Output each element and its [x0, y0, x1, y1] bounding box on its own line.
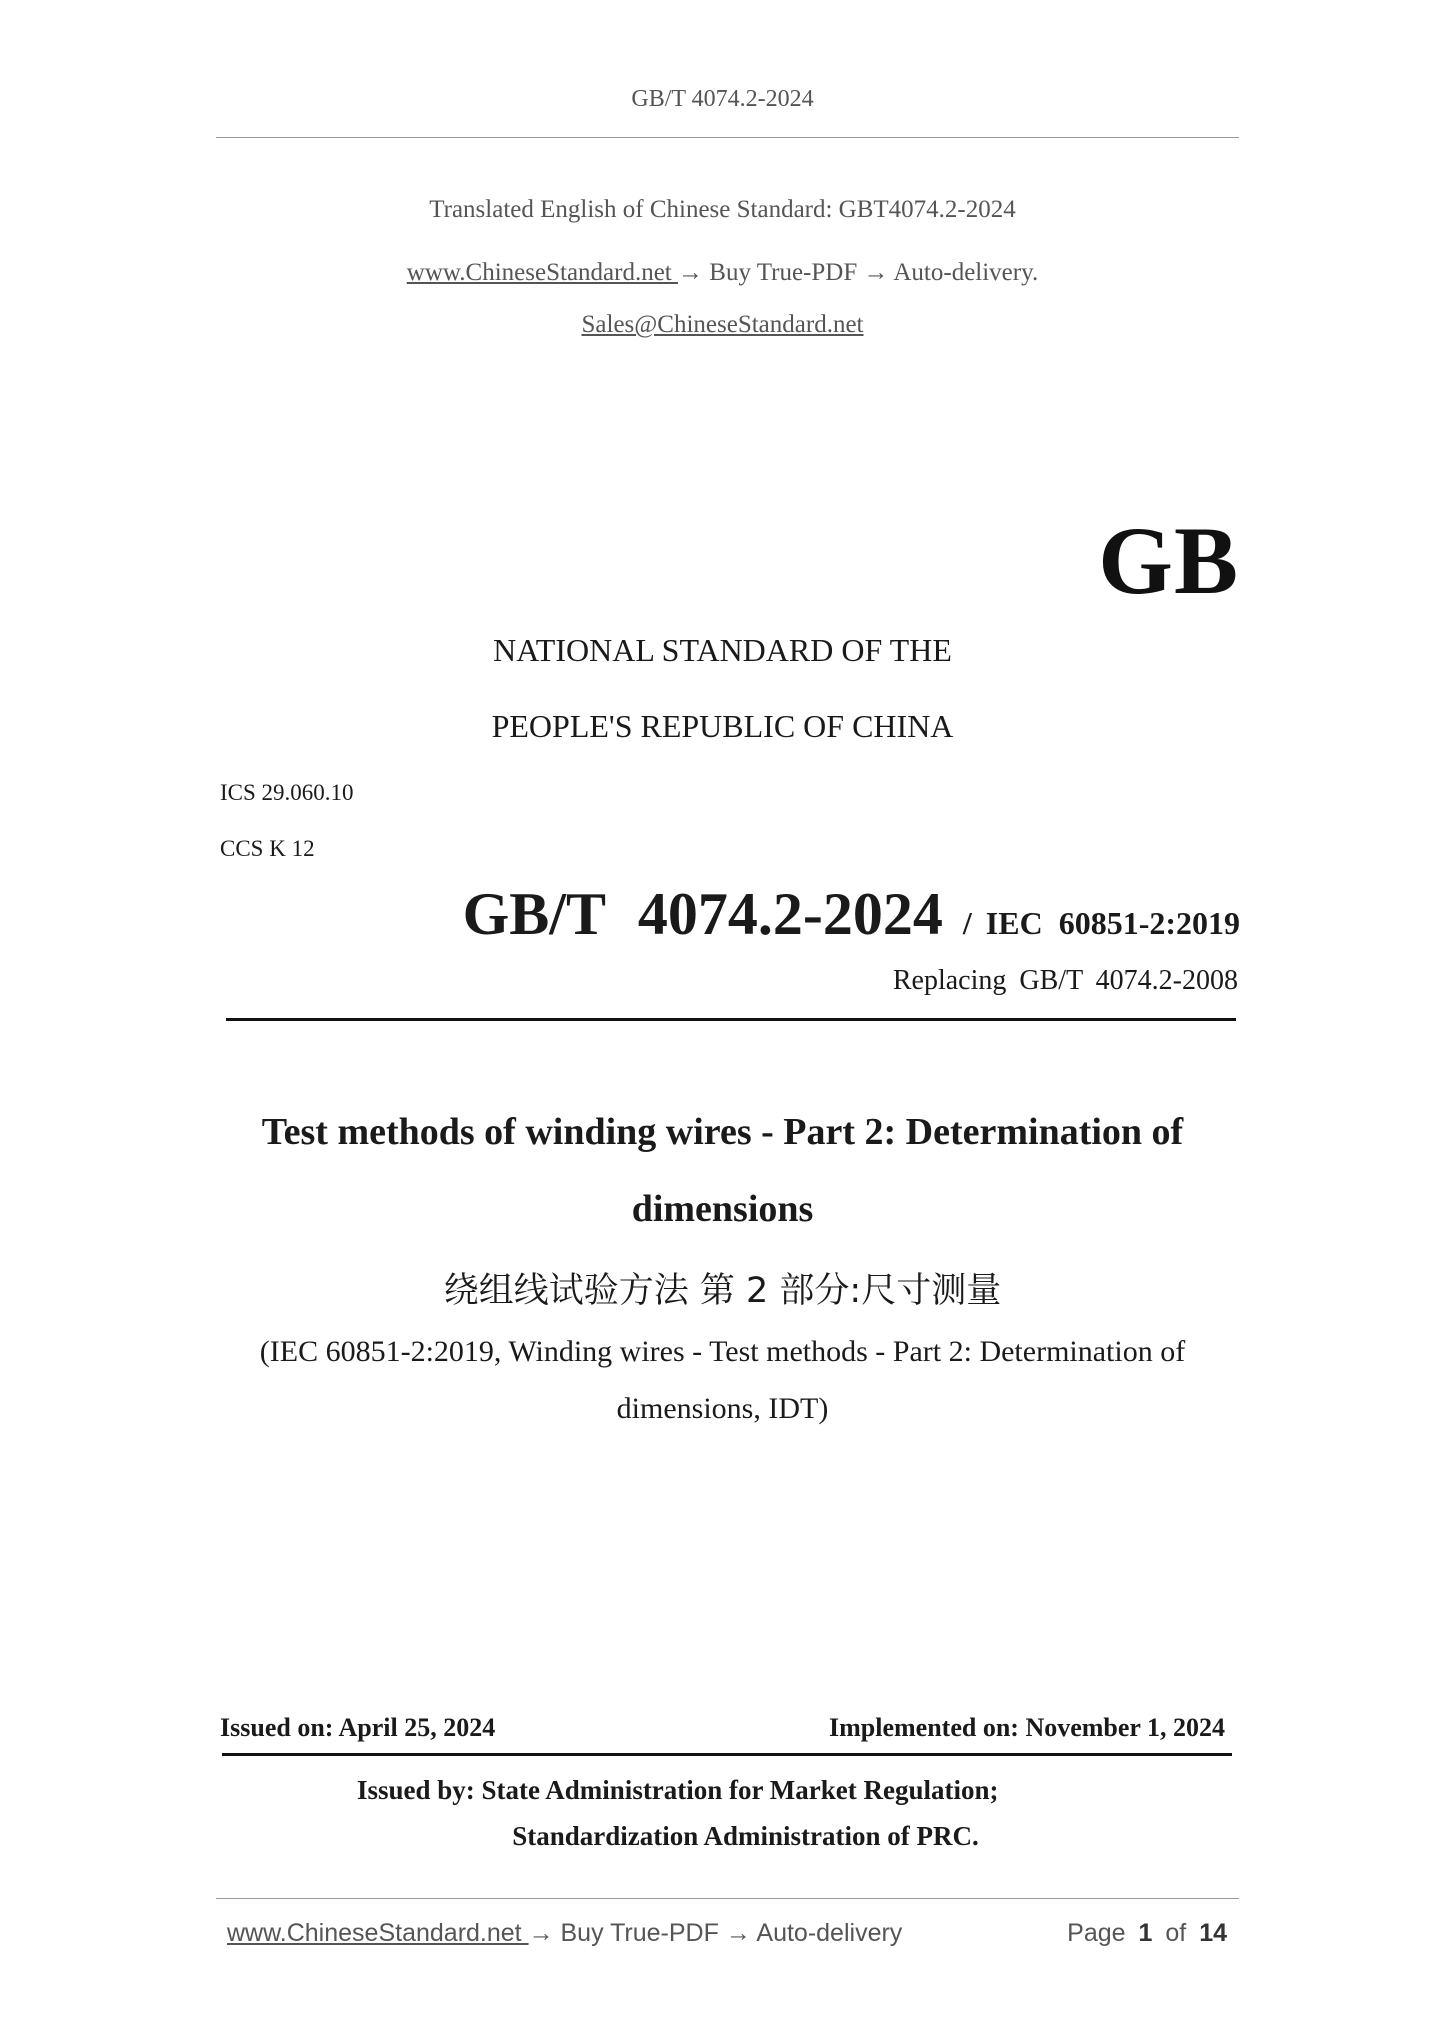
arrow-right-icon: →	[528, 1919, 554, 1947]
footer-links	[227, 1919, 902, 1948]
promo-links	[0, 259, 1445, 287]
page-indicator	[1067, 1919, 1227, 1948]
national-standard-line2: PEOPLE'S REPUBLIC OF CHINA	[491, 708, 954, 744]
replacing-note: Replacing GB/T 4074.2-2008	[892, 965, 1238, 996]
ccs-code: CCS K 12	[220, 836, 315, 861]
footer-buy-text: Buy True-PDF	[553, 1919, 726, 1947]
dates-divider	[222, 1753, 1232, 1756]
header-divider	[216, 137, 1239, 138]
iec-reference-line2: dimensions, IDT)	[616, 1392, 829, 1425]
title-english-line1: Test methods of winding wires - Part 2: Determination of	[261, 1111, 1184, 1153]
ics-code: ICS 29.060.10	[220, 780, 354, 805]
standard-number: GB/T 4074.2-2024	[462, 881, 943, 947]
arrow-right-icon: →	[863, 259, 889, 286]
cover-divider	[226, 1018, 1236, 1021]
standard-separator: /	[962, 905, 972, 941]
implemented-date: Implemented on: November 1, 2024	[829, 1713, 1225, 1742]
national-standard-line1: NATIONAL STANDARD OF THE	[493, 632, 952, 668]
arrow-right-icon: →	[678, 259, 704, 286]
iec-reference-line1: (IEC 60851-2:2019, Winding wires - Test methods - Part 2: Determination of	[259, 1335, 1186, 1368]
delivery-text: Auto-delivery.	[888, 259, 1039, 286]
arrow-right-icon: →	[725, 1919, 751, 1947]
running-header: GB/T 4074.2-2024	[631, 86, 814, 112]
site-link[interactable]: www.ChineseStandard.net	[406, 259, 679, 286]
buy-text: Buy True-PDF	[703, 259, 864, 286]
standard-number-row	[463, 880, 1240, 949]
page-total: 14	[1199, 1919, 1227, 1947]
gb-logo: GB	[1098, 507, 1239, 614]
title-english-line2: dimensions	[631, 1188, 814, 1230]
page-number: 1	[1138, 1919, 1153, 1947]
issuer-line2: Standardization Administration of PRC.	[512, 1821, 979, 1851]
page-label: Page	[1067, 1919, 1126, 1947]
promo-email-row	[0, 311, 1445, 339]
footer-delivery-text: Auto-delivery	[750, 1919, 903, 1947]
issued-date: Issued on: April 25, 2024	[220, 1713, 496, 1742]
issuer-line1: Issued by: State Administration for Market Regulation;	[357, 1775, 999, 1805]
promo-line: Translated English of Chinese Standard: GBT4074.2-2024	[429, 196, 1016, 223]
title-chinese: 绕组线试验方法 第 2 部分:尺寸测量	[443, 1271, 1002, 1311]
iec-number: IEC 60851-2:2019	[985, 905, 1240, 941]
footer-divider	[216, 1898, 1239, 1899]
footer-site-link[interactable]: www.ChineseStandard.net	[227, 1919, 529, 1947]
email-link[interactable]: Sales@ChineseStandard.net	[581, 311, 864, 338]
of-label: of	[1165, 1919, 1187, 1947]
